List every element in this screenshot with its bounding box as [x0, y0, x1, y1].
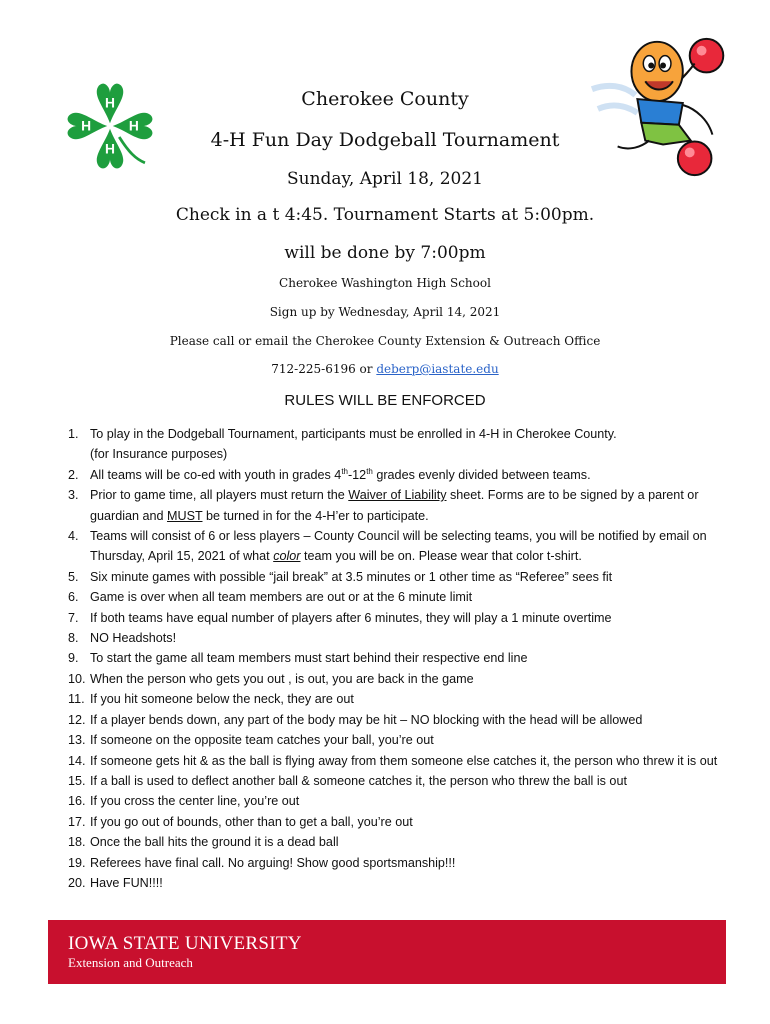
rule-item: [68, 853, 718, 873]
event-title: 4-H Fun Day Dodgeball Tournament: [210, 129, 560, 151]
rule-text: When the person who gets you out , is out, you are back in the game: [90, 671, 474, 686]
rule-text: -12: [347, 467, 367, 482]
rule-item: [68, 751, 718, 771]
rule-number: 1.: [68, 427, 79, 441]
rule-text: grades evenly divided between teams.: [372, 467, 591, 482]
phone-number: 712-225-6196 or: [271, 362, 377, 376]
rule-number: 12.: [68, 712, 86, 727]
rule-item: [68, 608, 718, 628]
rule-item: [68, 832, 718, 852]
rule-text: If someone on the opposite team catches your ball, you’re out: [90, 733, 434, 748]
rule-number: 17.: [68, 814, 86, 829]
rules-list: [68, 424, 718, 893]
waiver-emphasis: Waiver of Liability: [348, 488, 447, 503]
color-emphasis: color: [273, 549, 301, 564]
rule-text: Have FUN!!!!: [90, 875, 163, 890]
rule-text: If you hit someone below the neck, they are out: [90, 692, 354, 707]
rule-number: 3.: [68, 488, 79, 503]
rule-text: If a ball is used to deflect another ball & someone catches it, the person who threw the ball is out: [90, 773, 627, 788]
rule-item: [68, 710, 718, 730]
rule-item: [68, 730, 718, 750]
must-emphasis: MUST: [167, 508, 203, 523]
event-date: Sunday, April 18, 2021: [287, 169, 483, 189]
rule-text: Once the ball hits the ground it is a dead ball: [90, 835, 339, 850]
rule-number: 18.: [68, 835, 86, 850]
svg-text:H: H: [81, 118, 92, 134]
rule-number: 20.: [68, 875, 86, 890]
rule-item: [68, 526, 718, 567]
unit-name: Extension and Outreach: [68, 955, 193, 970]
rule-item: [68, 587, 718, 607]
rule-text: (for Insurance purposes): [90, 447, 228, 462]
rule-number: 10.: [68, 671, 86, 686]
svg-text:H: H: [128, 118, 139, 134]
isu-footer-banner: [48, 920, 726, 984]
county-title: Cherokee County: [301, 88, 469, 110]
rule-text: Game is over when all team members are out or at the 6 minute limit: [90, 590, 473, 605]
ordinal-suffix: th: [341, 466, 348, 476]
rule-item: [68, 628, 718, 648]
rule-text: Teams will consist of 6 or less players – County Council will be selecting teams, you will be notified by email on Thursday, April 15, 2021 of what: [90, 529, 707, 564]
rule-number: 15.: [68, 773, 86, 788]
rule-item: [68, 567, 718, 587]
svg-text:H: H: [105, 141, 115, 157]
rule-text: To start the game all team members must start behind their respective end line: [90, 651, 528, 666]
contact-instructions: Please call or email the Cherokee County Extension & Outreach Office: [169, 334, 601, 348]
rule-number: 13.: [68, 733, 86, 748]
rule-number: 6.: [68, 590, 79, 605]
venue: Cherokee Washington High School: [279, 276, 491, 290]
rule-text: sheet. Forms are to be signed by a parent or guardian and: [90, 488, 699, 523]
end-time: will be done by 7:00pm: [284, 243, 486, 263]
email-link[interactable]: deberp@iastate.edu: [376, 362, 499, 376]
rule-number: 19.: [68, 855, 86, 870]
university-wordmark: IOWA STATE UNIVERSITY: [68, 933, 302, 954]
rule-item: [68, 791, 718, 811]
signup-deadline: Sign up by Wednesday, April 14, 2021: [269, 305, 501, 319]
rule-text: To play in the Dodgeball Tournament, participants must be enrolled in 4-H in Cherokee County.: [90, 427, 617, 441]
rule-text: Prior to game time, all players must return the: [90, 488, 349, 503]
rule-text: All teams will be co-ed with youth in grades 4: [90, 467, 342, 482]
rule-number: 2.: [68, 467, 79, 482]
rule-number: 11.: [68, 692, 85, 707]
contact-line: [0, 362, 770, 376]
checkin-time: Check in a t 4:45. Tournament Starts at 5:00pm.: [175, 205, 595, 225]
rule-number: 14.: [68, 753, 86, 768]
rule-number: 9.: [68, 651, 79, 666]
rule-text: Referees have final call. No arguing! Show good sportsmanship!!!: [90, 855, 456, 870]
rule-text: NO Headshots!: [90, 631, 177, 646]
rule-number: 5.: [68, 569, 79, 584]
rule-text: If someone gets hit & as the ball is flying away from them someone else catches it, the person who threw it is out: [90, 753, 718, 768]
rule-text: If a player bends down, any part of the body may be hit – NO blocking with the head will be allowed: [90, 712, 643, 727]
rule-text: be turned in for the 4-H’er to participate.: [202, 508, 429, 523]
rule-number: 7.: [68, 610, 79, 625]
ordinal-suffix: th: [366, 466, 373, 476]
rule-text: If you cross the center line, you’re out: [90, 794, 300, 809]
rule-text: If you go out of bounds, other than to get a ball, you’re out: [90, 814, 413, 829]
rule-item: [68, 669, 718, 689]
rule-number: 16.: [68, 794, 86, 809]
rule-text: Six minute games with possible “jail break” at 3.5 minutes or 1 other time as “Referee” sees fit: [90, 569, 613, 584]
rule-item: [68, 465, 718, 485]
rule-number: 8.: [68, 631, 79, 646]
svg-text:H: H: [105, 95, 115, 111]
rule-item: [68, 689, 718, 709]
rule-item: [68, 485, 718, 526]
rule-number: 4.: [68, 529, 79, 544]
rule-item: [68, 771, 718, 791]
rule-item: [68, 812, 718, 832]
rule-text: team you will be on. Please wear that color t-shirt.: [300, 549, 582, 564]
rule-item: [68, 424, 718, 465]
rules-heading: RULES WILL BE ENFORCED: [284, 392, 486, 409]
rule-item: [68, 648, 718, 668]
rule-item: [68, 873, 718, 893]
rule-text: If both teams have equal number of players after 6 minutes, they will play a 1 minute overtime: [90, 610, 612, 625]
